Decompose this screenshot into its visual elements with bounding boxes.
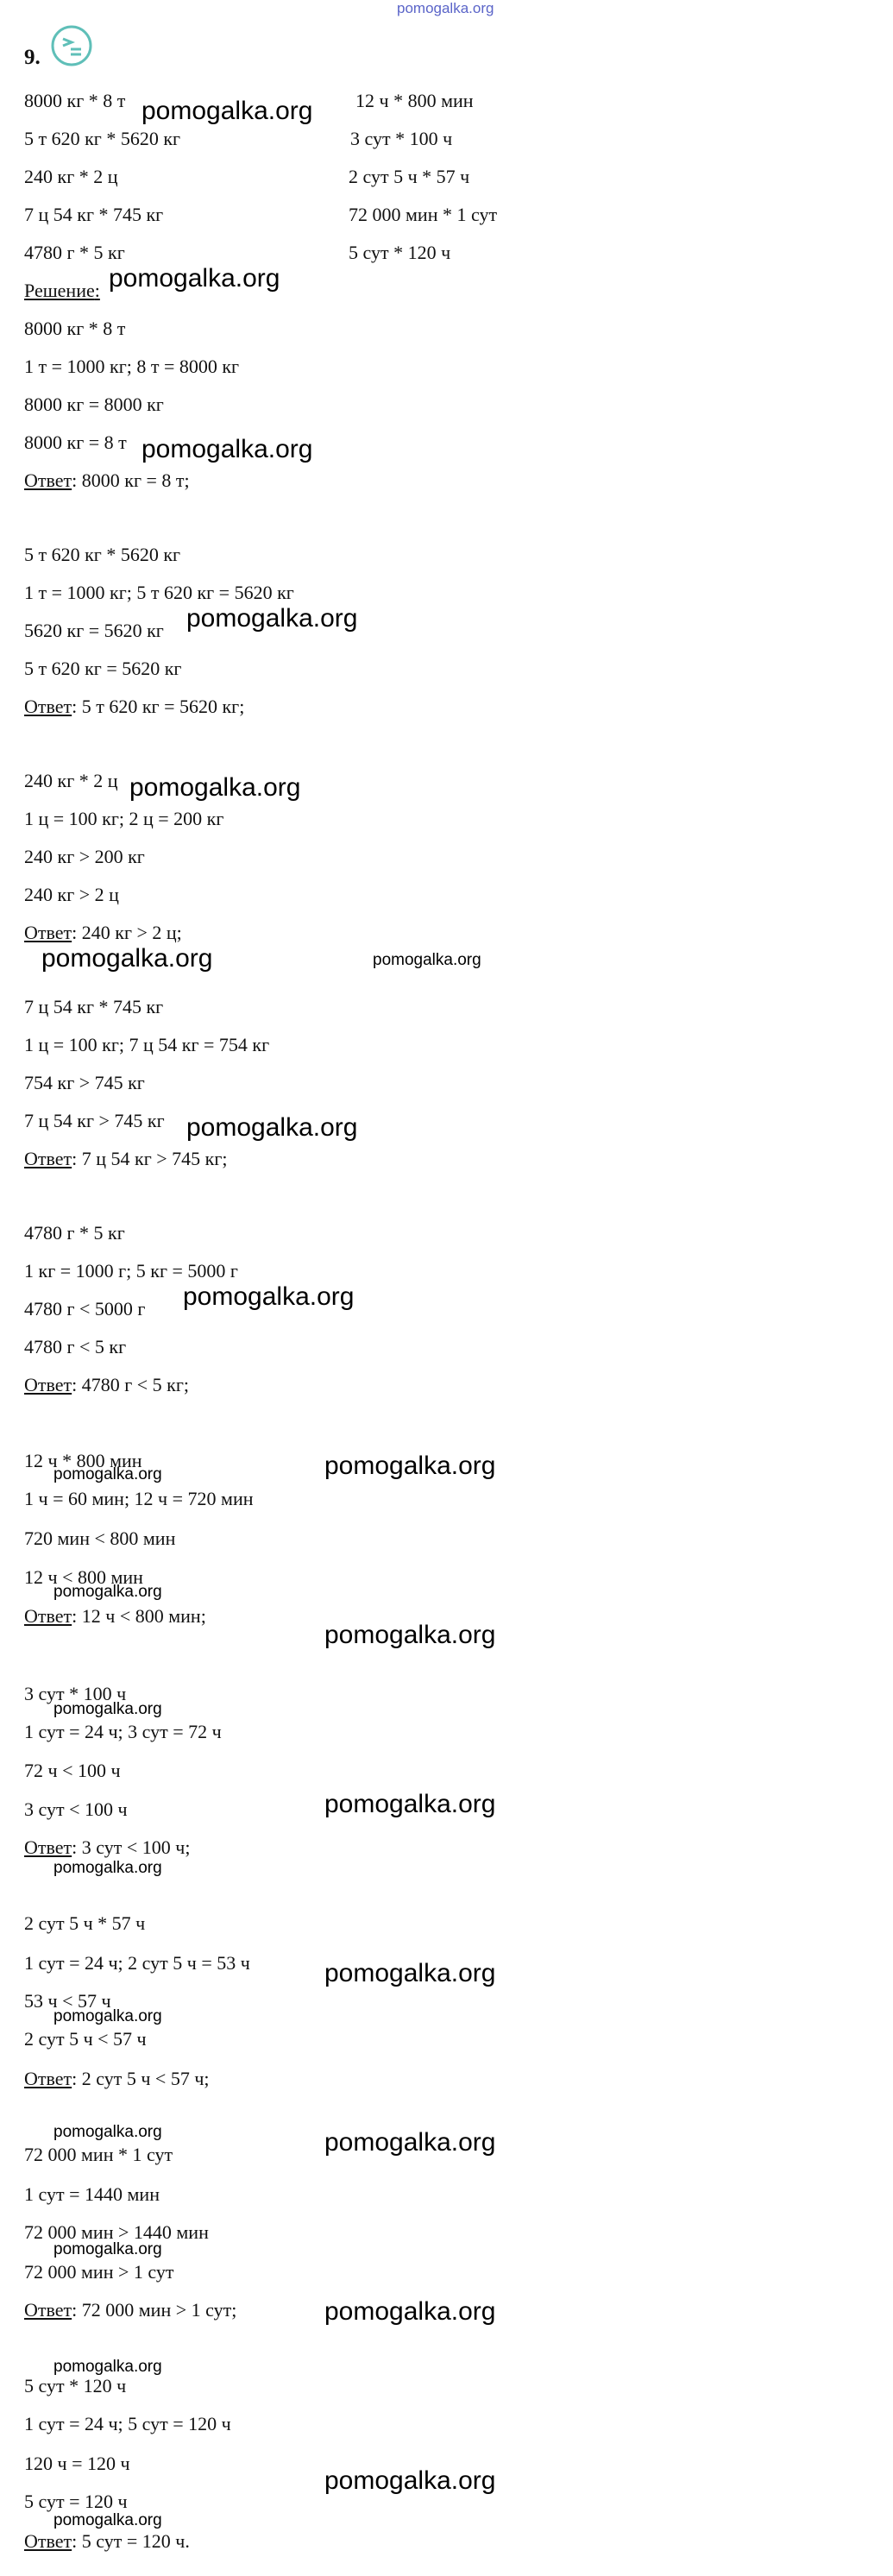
- step-line: 240 кг * 2 ц: [24, 770, 118, 791]
- step-line: 53 ч < 57 ч: [24, 1990, 111, 2012]
- step-line: 2 сут 5 ч < 57 ч: [24, 2028, 147, 2050]
- answer-line: Ответ: 7 ц 54 кг > 745 кг;: [24, 1148, 228, 1169]
- watermark: pomogalka.org: [324, 1959, 496, 1987]
- watermark: pomogalka.org: [53, 2511, 162, 2529]
- step-line: 240 кг > 200 кг: [24, 846, 145, 867]
- step-line: 72 000 мин * 1 сут: [24, 2144, 173, 2165]
- step-line: 1 сут = 24 ч; 2 сут 5 ч = 53 ч: [24, 1952, 250, 1974]
- step-line: 1 сут = 24 ч; 3 сут = 72 ч: [24, 1721, 222, 1742]
- step-line: 720 мин < 800 мин: [24, 1527, 176, 1549]
- step-line: 4780 г < 5 кг: [24, 1336, 127, 1357]
- step-line: 5 т 620 кг * 5620 кг: [24, 544, 181, 565]
- task-number: 9.: [24, 46, 41, 69]
- watermark: pomogalka.org: [109, 264, 280, 293]
- step-line: 3 сут < 100 ч: [24, 1798, 128, 1820]
- step-line: 5 сут * 120 ч: [24, 2375, 127, 2396]
- watermark: pomogalka.org: [129, 773, 301, 802]
- step-line: 8000 кг = 8 т: [24, 431, 127, 453]
- step-line: 12 ч < 800 мин: [24, 1566, 143, 1588]
- task-right-3: 2 сут 5 ч * 57 ч: [349, 166, 470, 187]
- task-left-5: 4780 г * 5 кг: [24, 242, 125, 263]
- watermark: pomogalka.org: [324, 2297, 496, 2326]
- task-left-4: 7 ц 54 кг * 745 кг: [24, 204, 164, 225]
- step-line: 5 т 620 кг = 5620 кг: [24, 658, 182, 679]
- watermark: pomogalka.org: [53, 1583, 162, 1601]
- step-line: 8000 кг * 8 т: [24, 318, 126, 339]
- answer-line: Ответ: 240 кг > 2 ц;: [24, 922, 182, 943]
- step-line: 120 ч = 120 ч: [24, 2453, 130, 2474]
- site-mark: pomogalka.org: [397, 0, 494, 16]
- task-left-1: 8000 кг * 8 т: [24, 90, 126, 111]
- watermark: pomogalka.org: [324, 2466, 496, 2495]
- step-line: 1 ц = 100 кг; 7 ц 54 кг = 754 кг: [24, 1034, 270, 1055]
- step-line: 1 сут = 24 ч; 5 сут = 120 ч: [24, 2413, 231, 2434]
- step-line: 4780 г * 5 кг: [24, 1222, 125, 1244]
- watermark: pomogalka.org: [183, 1282, 355, 1311]
- step-line: 1 т = 1000 кг; 8 т = 8000 кг: [24, 356, 240, 377]
- watermark: pomogalka.org: [41, 944, 213, 973]
- solution-label: Решение:: [24, 280, 100, 301]
- watermark: pomogalka.org: [141, 97, 313, 125]
- answer-line: Ответ: 72 000 мин > 1 сут;: [24, 2299, 237, 2321]
- answer-line: Ответ: 5 т 620 кг = 5620 кг;: [24, 696, 245, 717]
- answer-line: Ответ: 12 ч < 800 мин;: [24, 1605, 206, 1627]
- watermark: pomogalka.org: [53, 2240, 162, 2258]
- step-line: 3 сут * 100 ч: [24, 1683, 127, 1704]
- step-line: 7 ц 54 кг > 745 кг: [24, 1110, 165, 1131]
- step-line: 1 т = 1000 кг; 5 т 620 кг = 5620 кг: [24, 582, 294, 603]
- watermark: pomogalka.org: [186, 1113, 358, 1142]
- answer-line: Ответ: 3 сут < 100 ч;: [24, 1836, 191, 1858]
- step-line: 1 ч = 60 мин; 12 ч = 720 мин: [24, 1488, 254, 1509]
- watermark: pomogalka.org: [53, 2123, 162, 2141]
- answer-line: Ответ: 8000 кг = 8 т;: [24, 469, 190, 491]
- task-right-1: 12 ч * 800 мин: [355, 90, 474, 111]
- watermark: pomogalka.org: [324, 1621, 496, 1649]
- step-line: 1 сут = 1440 мин: [24, 2183, 160, 2205]
- answer-line: Ответ: 2 сут 5 ч < 57 ч;: [24, 2068, 210, 2089]
- answer-line: Ответ: 4780 г < 5 кг;: [24, 1374, 190, 1395]
- step-line: 72 000 мин > 1440 мин: [24, 2221, 209, 2243]
- step-line: 7 ц 54 кг * 745 кг: [24, 996, 164, 1017]
- watermark: pomogalka.org: [141, 435, 313, 463]
- step-line: 4780 г < 5000 г: [24, 1298, 146, 1319]
- step-line: 5620 кг = 5620 кг: [24, 620, 164, 641]
- step-line: 72 000 мин > 1 сут: [24, 2261, 174, 2283]
- watermark: pomogalka.org: [324, 2128, 496, 2157]
- step-line: 754 кг > 745 кг: [24, 1072, 145, 1093]
- watermark: pomogalka.org: [53, 2358, 162, 2376]
- watermark: pomogalka.org: [324, 1452, 496, 1480]
- step-line: 2 сут 5 ч * 57 ч: [24, 1912, 146, 1934]
- site-logo-icon: [50, 24, 93, 67]
- step-line: 5 сут = 120 ч: [24, 2491, 128, 2512]
- watermark: pomogalka.org: [53, 2007, 162, 2025]
- step-line: 1 кг = 1000 г; 5 кг = 5000 г: [24, 1260, 238, 1282]
- watermark: pomogalka.org: [53, 1700, 162, 1718]
- watermark: pomogalka.org: [324, 1790, 496, 1818]
- task-right-4: 72 000 мин * 1 сут: [349, 204, 498, 225]
- step-line: 1 ц = 100 кг; 2 ц = 200 кг: [24, 808, 224, 829]
- step-line: 12 ч * 800 мин: [24, 1450, 142, 1471]
- watermark: pomogalka.org: [373, 951, 481, 969]
- step-line: 240 кг > 2 ц: [24, 884, 119, 905]
- watermark: pomogalka.org: [53, 1859, 162, 1877]
- answer-line: Ответ: 5 сут = 120 ч.: [24, 2530, 190, 2552]
- task-left-2: 5 т 620 кг * 5620 кг: [24, 128, 181, 149]
- task-left-3: 240 кг * 2 ц: [24, 166, 118, 187]
- watermark: pomogalka.org: [186, 604, 358, 633]
- task-right-2: 3 сут * 100 ч: [350, 128, 453, 149]
- step-line: 72 ч < 100 ч: [24, 1760, 121, 1781]
- step-line: 8000 кг = 8000 кг: [24, 394, 164, 415]
- watermark: pomogalka.org: [53, 1465, 162, 1483]
- task-right-5: 5 сут * 120 ч: [349, 242, 451, 263]
